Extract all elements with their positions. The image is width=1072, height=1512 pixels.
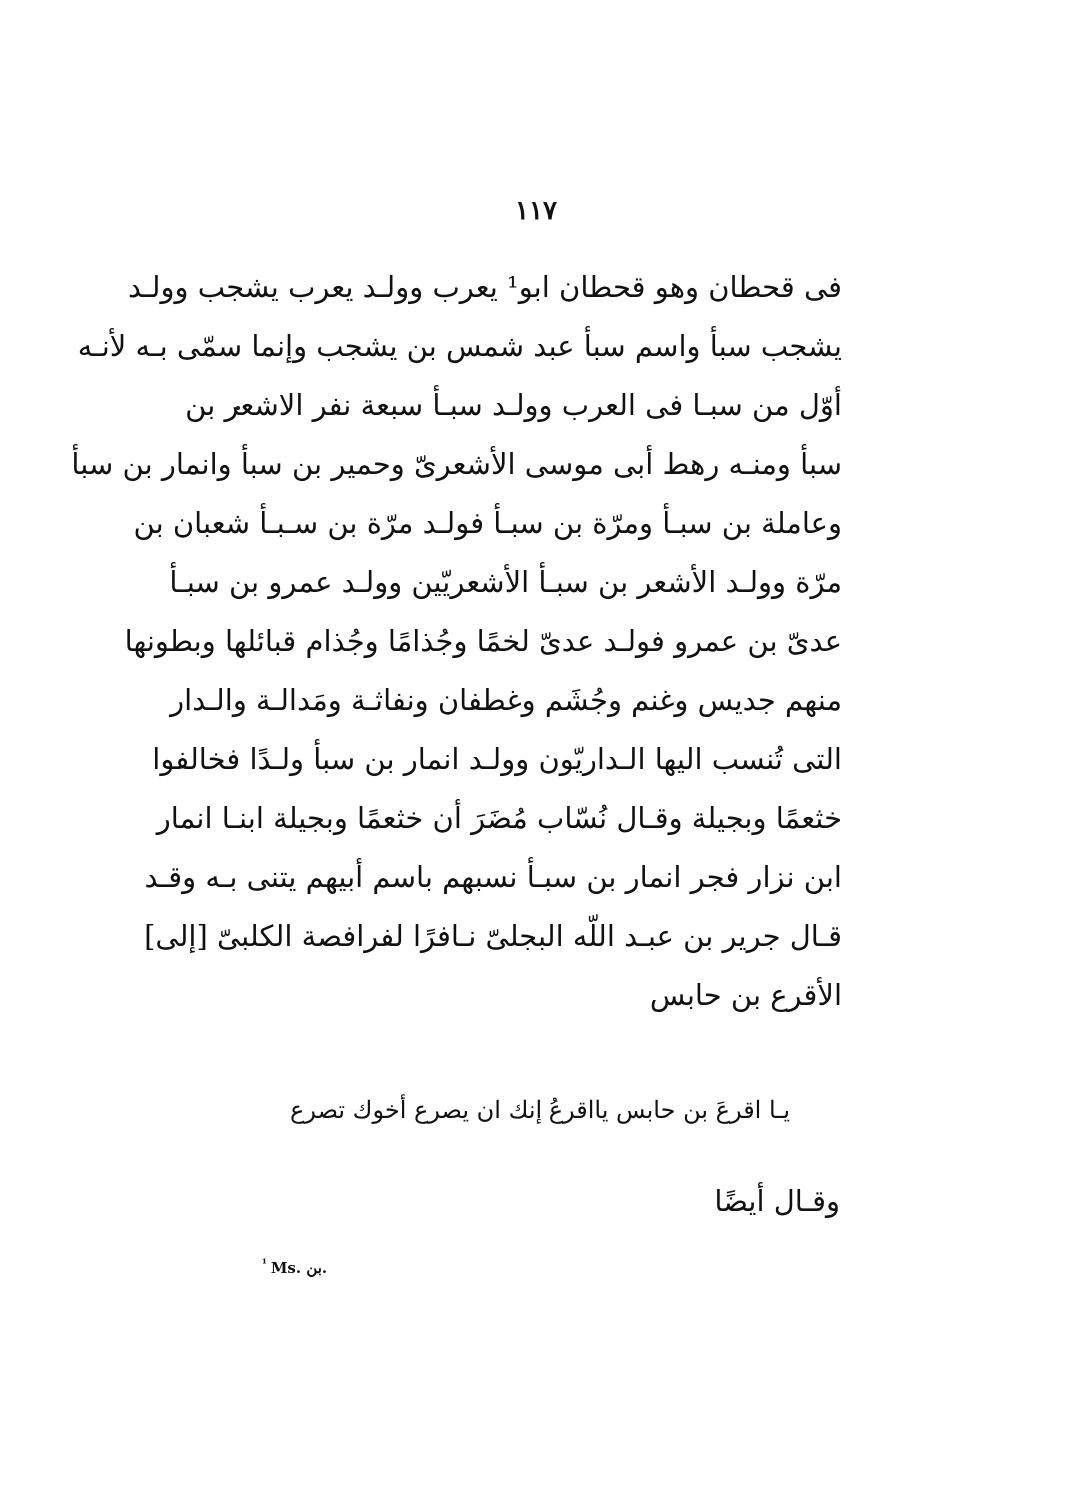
text-line: الأقرع بن حابس: [649, 978, 842, 1012]
text-line: ابن نزار فجر انمار بن سبـأ نسبهم باسم أبيهم يتنى بـه وقـد: [144, 860, 842, 894]
text-line: فى قحطان وهو قحطان ابو¹ يعرب وولـد يعرب يشجب وولـد: [127, 270, 842, 304]
text-line: مرّة وولـد الأشعر بن سبـأ الأشعريّين وولـد عمرو بن سبـأ: [169, 565, 842, 599]
text-line: قـال جرير بن عبـد اللّه البجلىّ نـافرًا لفرافصة الكلبىّ [إلى]: [144, 919, 842, 953]
page-number: ١١٧: [515, 196, 557, 226]
poetry-verse: [290, 1090, 790, 1130]
verse-second-hemistich: إنك ان يصرع أخوك تصرع: [290, 1096, 543, 1124]
text-line: أوّل من سبـا فى العرب وولـد سبـأ سبعة نفر الاشعر بن: [185, 388, 842, 422]
text-line: منهم جديس وغنم وجُشَم وغطفان ونفاثـة ومَدالـة والـدار: [170, 683, 842, 717]
closing-line: وقـال أيضًا: [714, 1184, 840, 1218]
footnote-marker: ¹: [262, 1257, 267, 1270]
text-line: يشجب سبأ واسم سبأ عبد شمس بن يشجب وإنما سمّى بـه لأنـه: [77, 329, 842, 363]
prose-paragraph: [71, 258, 842, 1025]
text-line: عدىّ بن عمرو فولـد عدىّ لخمًا وجُذامًا وجُذام قبائلها وبطونها: [124, 624, 842, 658]
text-line: سبأ ومنـه رهط أبى موسى الأشعرىّ وحمير بن سبأ وانمار بن سبأ: [71, 447, 842, 481]
footnote: [262, 1252, 327, 1280]
text-line: وعاملة بن سبـأ ومرّة بن سبـأ فولـد مرّة بن سـبـأ شعبان بن: [133, 506, 842, 540]
text-line: التى تُنسب اليها الـداريّون وولـد انمار بن سبأ ولـدًا فخالفوا: [152, 742, 842, 776]
footnote-text: Ms. بن.: [270, 1259, 328, 1277]
text-line: خثعمًا وبجيلة وقـال نُسّاب مُضَرَ أن خثعمًا وبجيلة ابنـا انمار: [156, 801, 842, 835]
verse-first-hemistich: يـا اقرعَ بن حابس يااقرعُ: [548, 1096, 790, 1124]
